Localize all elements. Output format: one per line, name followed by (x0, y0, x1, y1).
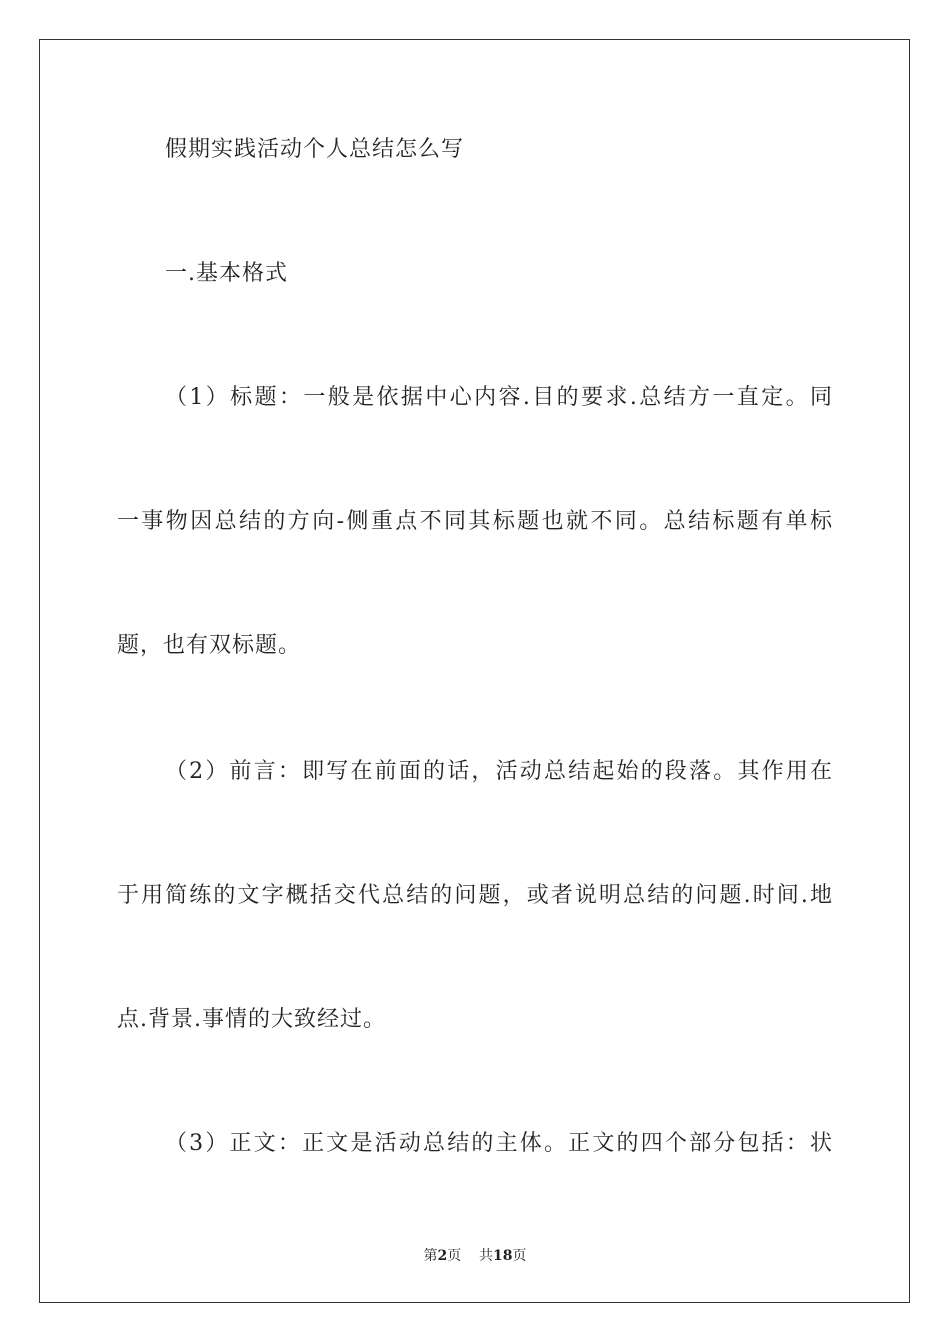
paragraph-title-line-1: （1）标题：一般是依据中心内容.目的要求.总结方一直定。同 (165, 385, 833, 410)
paragraph-body-line-1: （3）正文：正文是活动总结的主体。正文的四个部分包括：状 (165, 1131, 833, 1156)
paragraph-preface-line-1: （2）前言：即写在前面的话，活动总结起始的段落。其作用在 (165, 759, 833, 784)
paragraph-title-line-3: 题，也有双标题。 (117, 633, 302, 658)
footer-page-suffix: 页 (447, 1248, 462, 1264)
page-border (39, 39, 910, 1303)
section-heading-basic-format: 一.基本格式 (165, 261, 288, 286)
document-title: 假期实践活动个人总结怎么写 (165, 137, 465, 162)
paragraph-preface-line-3: 点.背景.事情的大致经过。 (117, 1007, 386, 1032)
footer-total-prefix: 共 (479, 1248, 494, 1264)
paragraph-preface-line-2: 于用简练的文字概括交代总结的问题，或者说明总结的问题.时间.地 (117, 883, 833, 908)
footer-total-suffix: 页 (512, 1248, 527, 1264)
footer-page-prefix: 第 (423, 1248, 438, 1264)
footer-total-pages: 18 (493, 1248, 513, 1264)
paragraph-title-line-2: 一事物因总结的方向-侧重点不同其标题也就不同。总结标题有单标 (117, 509, 833, 534)
page-footer (0, 1246, 950, 1266)
footer-page-number: 2 (437, 1248, 448, 1264)
